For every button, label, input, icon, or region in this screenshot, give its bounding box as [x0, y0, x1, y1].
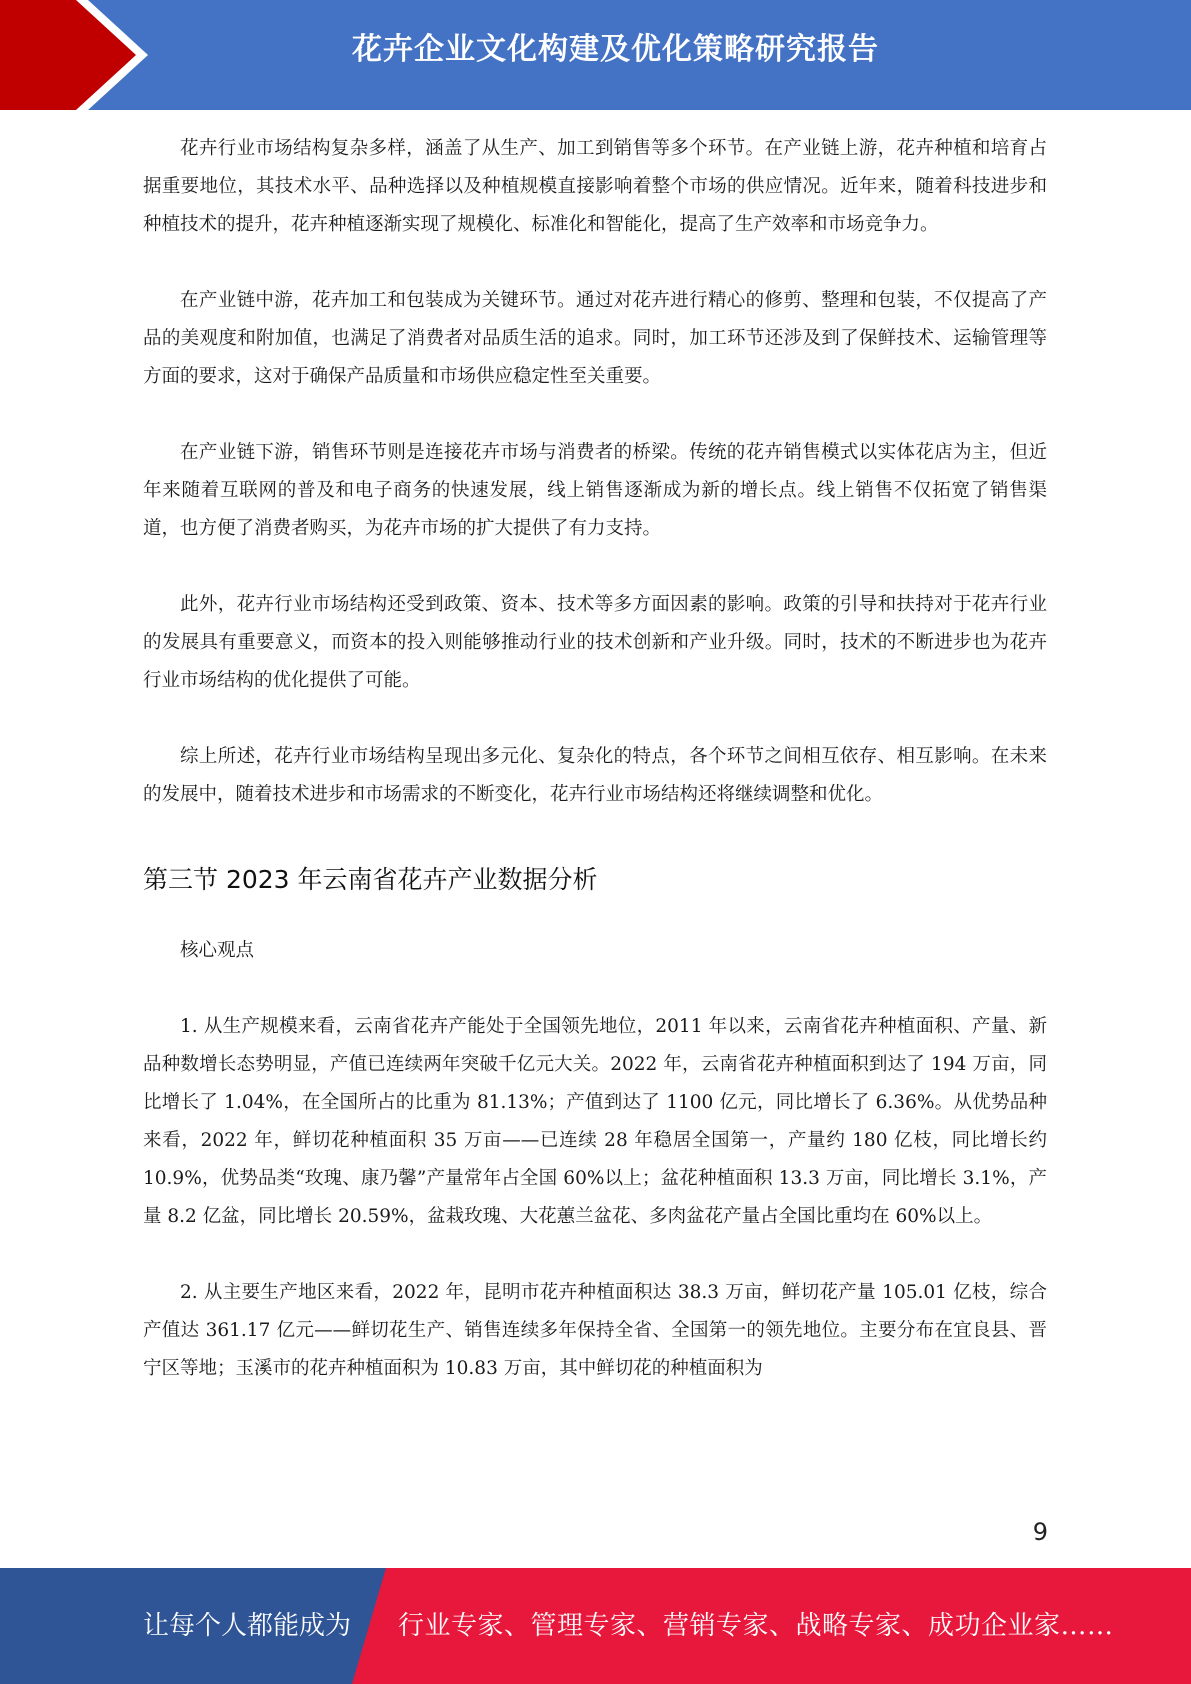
point-production-scale: 1. 从生产规模来看，云南省花卉产能处于全国领先地位，2011 年以来，云南省花卉种植面积、产量、新品种数增长态势明显，产值已连续两年突破千亿元大关。2022 年，云南省花卉种植面积到达了 194 万亩，同比增长了 1.04%，在全国所占的比重为 81.13%；产值到达了 1100 亿元，同比增长了 6.36%。从优势品种来看，2022 年，鲜切花种植面积 35 万亩——已连续 28 年稳居全国第一，产量约 180 亿枝，同比增长约 10.9%，优势品类“玫瑰、康乃馨”产量常年占全国 60%以上；盆花种植面积 13.3 万亩，同比增长 3.1%，产量 8.2 亿盆，同比增长 20.59%，盆栽玫瑰、大花蕙兰盆花、多肉盆花产量占全国比重均在 60%以上。: [143, 1016, 1047, 1227]
header-banner: [0, 0, 1191, 110]
section-heading: 第三节 2023 年云南省花卉产业数据分析: [143, 865, 598, 894]
point-production-regions: 2. 从主要生产地区来看，2022 年，昆明市花卉种植面积达 38.3 万亩，鲜切花产量 105.01 亿枝，综合产值达 361.17 亿元——鲜切花生产、销售连续多年保持全省、全国第一的领先地位。主要分布在宜良县、晋宁区等地；玉溪市的花卉种植面积为 10.83 万亩，其中鲜切花的种植面积为: [143, 1282, 1047, 1379]
core-viewpoint-label: 核心观点: [180, 940, 255, 961]
footer-slogan-left: 让每个人都能成为: [143, 1611, 352, 1641]
page-content: [143, 130, 1047, 1388]
footer-slogan-right: 行业专家、管理专家、营销专家、战略专家、成功企业家……: [398, 1611, 1114, 1641]
footer-banner: [0, 1568, 1191, 1684]
paragraph-summary: 综上所述，花卉行业市场结构呈现出多元化、复杂化的特点，各个环节之间相互依存、相互影响。在未来的发展中，随着技术进步和市场需求的不断变化，花卉行业市场结构还将继续调整和优化。: [143, 746, 1047, 805]
page-number: 9: [1032, 1518, 1048, 1546]
paragraph-upstream: 花卉行业市场结构复杂多样，涵盖了从生产、加工到销售等多个环节。在产业链上游，花卉种植和培育占据重要地位，其技术水平、品种选择以及种植规模直接影响着整个市场的供应情况。近年来，随着科技进步和种植技术的提升，花卉种植逐渐实现了规模化、标准化和智能化，提高了生产效率和市场竞争力。: [143, 138, 1047, 235]
paragraph-factors: 此外，花卉行业市场结构还受到政策、资本、技术等多方面因素的影响。政策的引导和扶持对于花卉行业的发展具有重要意义，而资本的投入则能够推动行业的技术创新和产业升级。同时，技术的不断进步也为花卉行业市场结构的优化提供了可能。: [143, 594, 1047, 691]
document-title: 花卉企业文化构建及优化策略研究报告: [352, 32, 879, 67]
paragraph-midstream: 在产业链中游，花卉加工和包装成为关键环节。通过对花卉进行精心的修剪、整理和包装，不仅提高了产品的美观度和附加值，也满足了消费者对品质生活的追求。同时，加工环节还涉及到了保鲜技术、运输管理等方面的要求，这对于确保产品质量和市场供应稳定性至关重要。: [143, 290, 1047, 387]
paragraph-downstream: 在产业链下游，销售环节则是连接花卉市场与消费者的桥梁。传统的花卉销售模式以实体花店为主，但近年来随着互联网的普及和电子商务的快速发展，线上销售逐渐成为新的增长点。线上销售不仅拓宽了销售渠道，也方便了消费者购买，为花卉市场的扩大提供了有力支持。: [143, 442, 1047, 539]
